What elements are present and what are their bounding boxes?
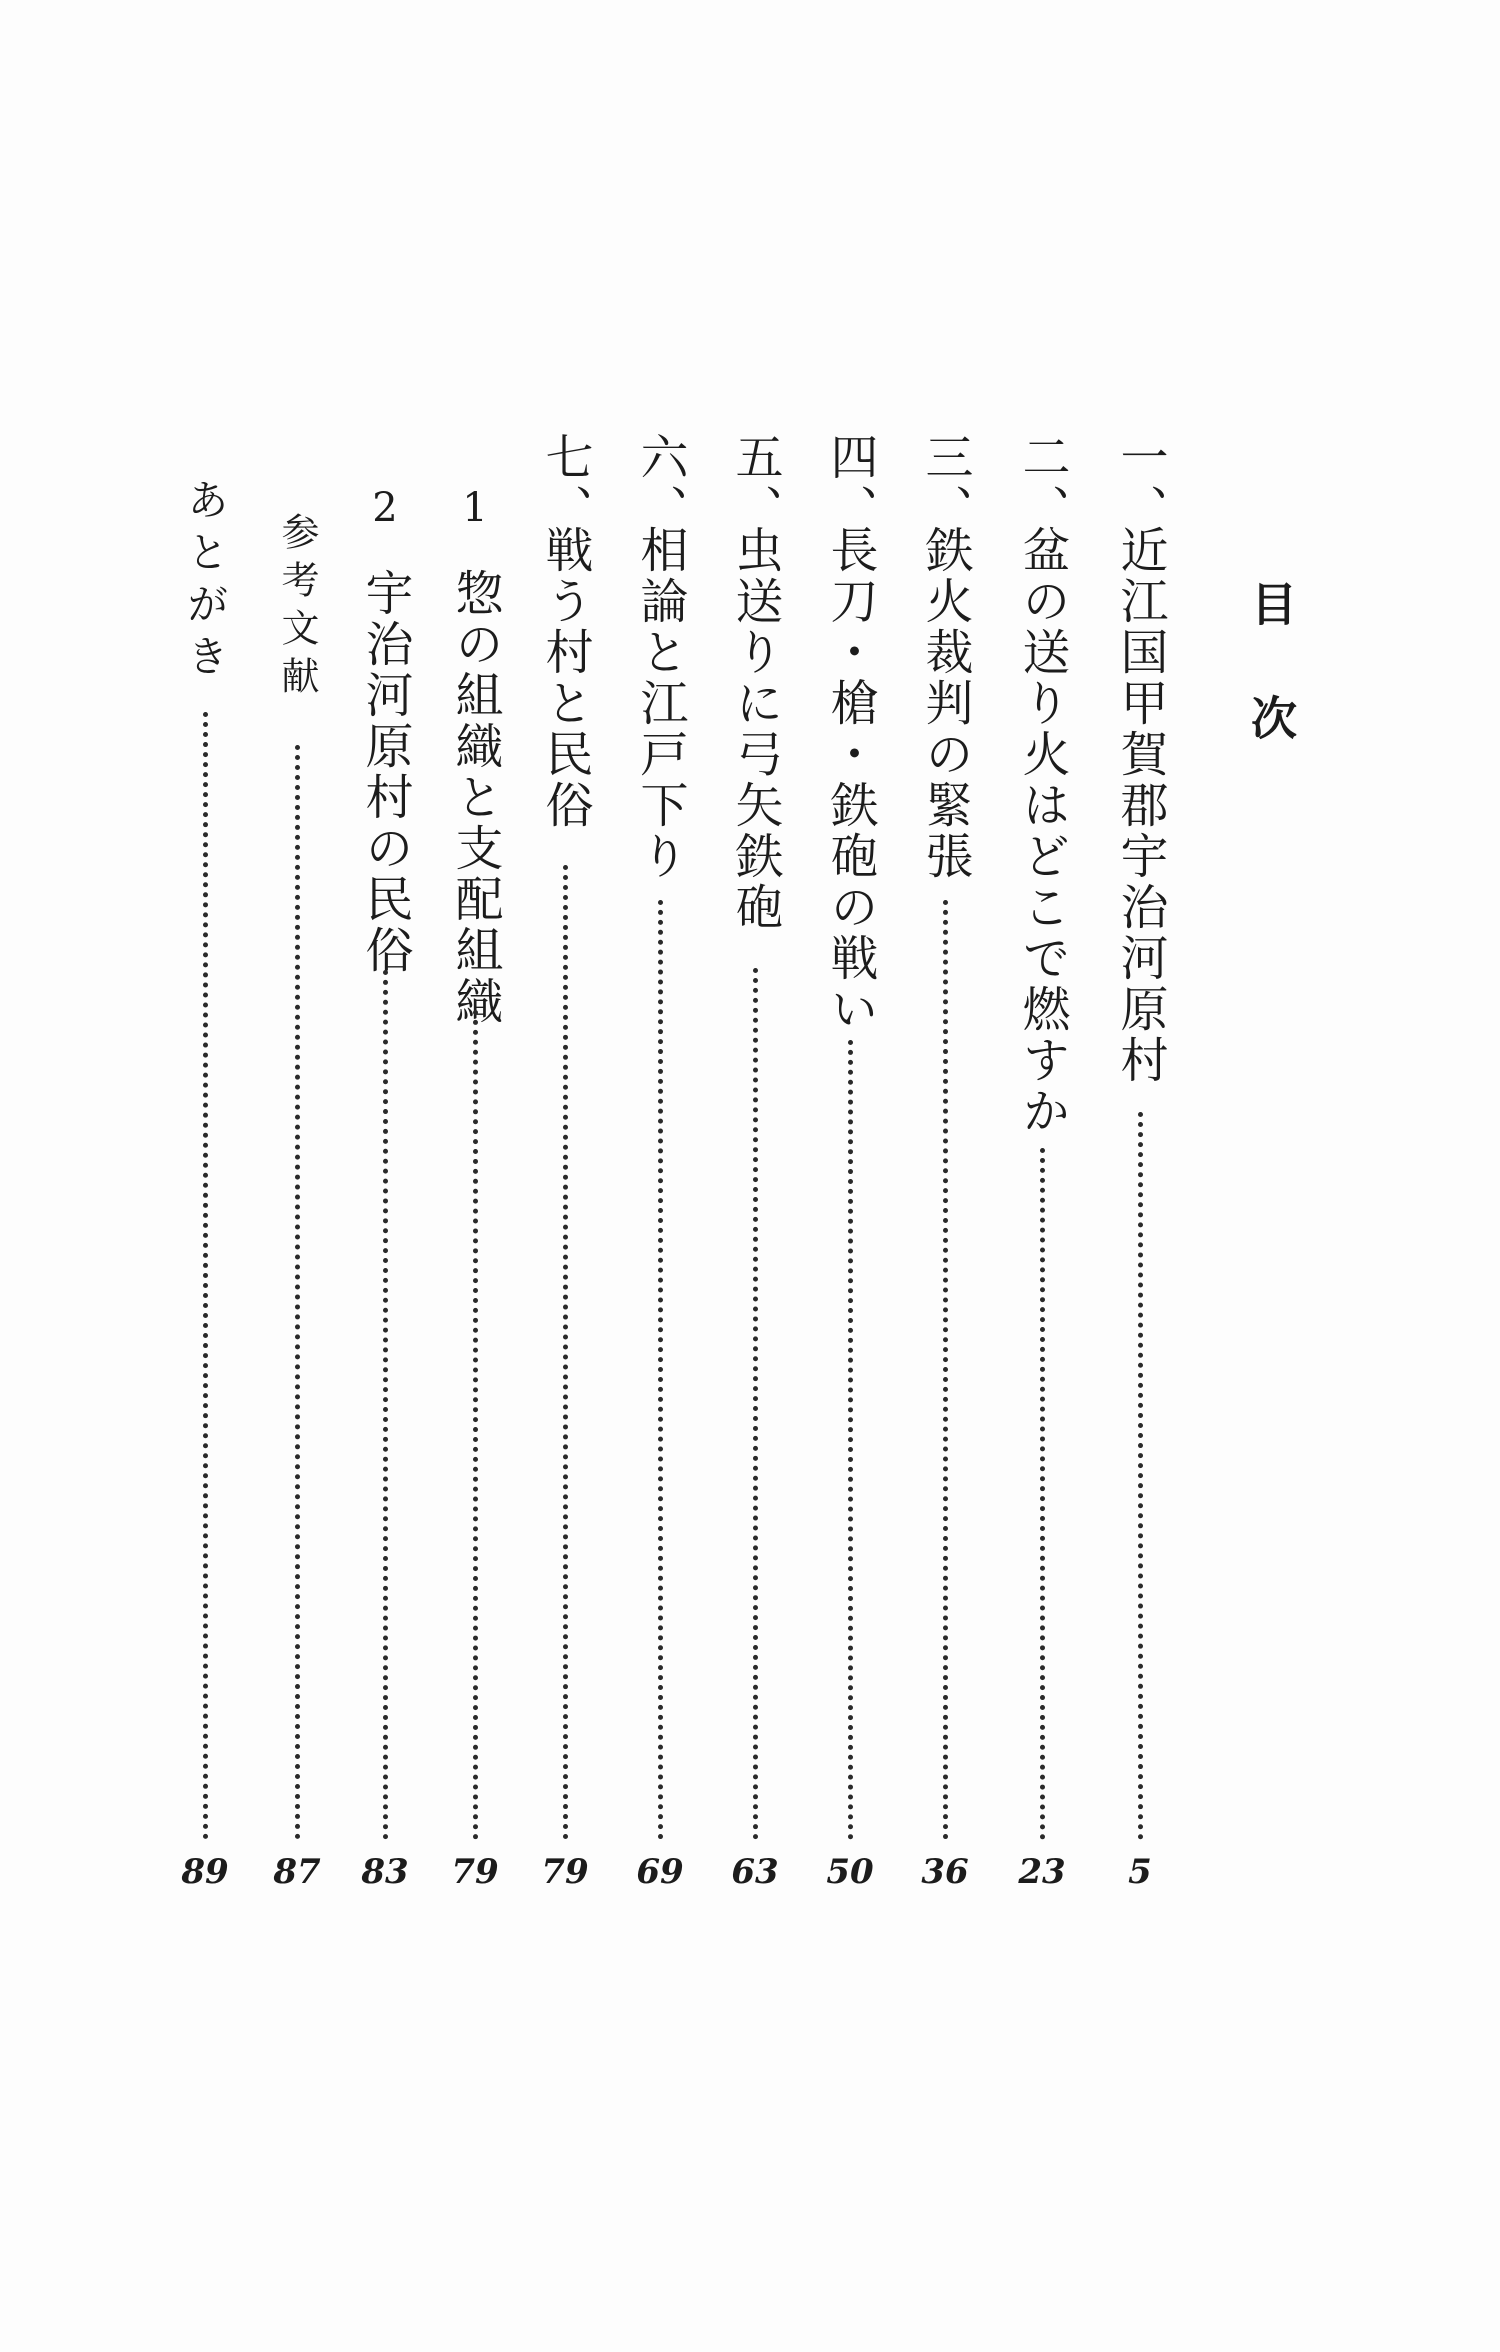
- chapter-title: 鉄火裁判の緊張: [917, 525, 973, 882]
- chapter-number: 一、: [1112, 432, 1168, 536]
- page-number: 79: [541, 1852, 589, 1892]
- page-number: 83: [361, 1852, 409, 1892]
- chapter-title: 相論と江戸下り: [632, 525, 688, 882]
- leader-dots: [383, 970, 388, 1840]
- chapter-number: 七、: [537, 432, 593, 536]
- chapter-number: 四、: [822, 432, 878, 536]
- page-number: 5: [1128, 1852, 1152, 1892]
- leader-dots: [295, 745, 300, 1840]
- toc-heading: 目次: [1244, 580, 1298, 808]
- leader-dots: [658, 900, 663, 1840]
- chapter-number: 五、: [727, 432, 783, 536]
- section-number: 2: [372, 485, 398, 531]
- page-number: 89: [181, 1852, 229, 1892]
- page-number: 87: [273, 1852, 321, 1892]
- page-number: 69: [636, 1852, 684, 1892]
- chapter-number: 六、: [632, 432, 688, 536]
- page-number: 63: [731, 1852, 779, 1892]
- chapter-title: 虫送りに弓矢鉄砲: [727, 525, 783, 933]
- section-title: 惣の組織と支配組織: [447, 568, 503, 1027]
- chapter-number: 三、: [917, 432, 973, 536]
- page-number: 79: [451, 1852, 499, 1892]
- leader-dots: [943, 900, 948, 1840]
- section-number: 1: [462, 485, 488, 531]
- chapter-title: 戦う村と民俗: [537, 525, 593, 831]
- page-number: 50: [826, 1852, 874, 1892]
- references-title: 参考文献: [275, 512, 319, 704]
- leader-dots: [848, 1040, 853, 1840]
- page-number: 36: [921, 1852, 969, 1892]
- leader-dots: [203, 712, 208, 1840]
- leader-dots: [563, 865, 568, 1840]
- page-number: 23: [1018, 1852, 1066, 1892]
- chapter-number: 二、: [1014, 432, 1070, 536]
- leader-dots: [753, 968, 758, 1840]
- leader-dots: [1040, 1148, 1045, 1840]
- leader-dots: [473, 1010, 478, 1840]
- chapter-title: 盆の送り火はどこで燃すか: [1014, 525, 1070, 1137]
- chapter-title: 長刀・槍・鉄砲の戦い: [822, 525, 878, 1035]
- section-title: 宇治河原村の民俗: [357, 568, 413, 976]
- chapter-title: 近江国甲賀郡宇治河原村: [1112, 525, 1168, 1086]
- afterword-title: あとがき: [181, 478, 230, 686]
- leader-dots: [1138, 1112, 1143, 1840]
